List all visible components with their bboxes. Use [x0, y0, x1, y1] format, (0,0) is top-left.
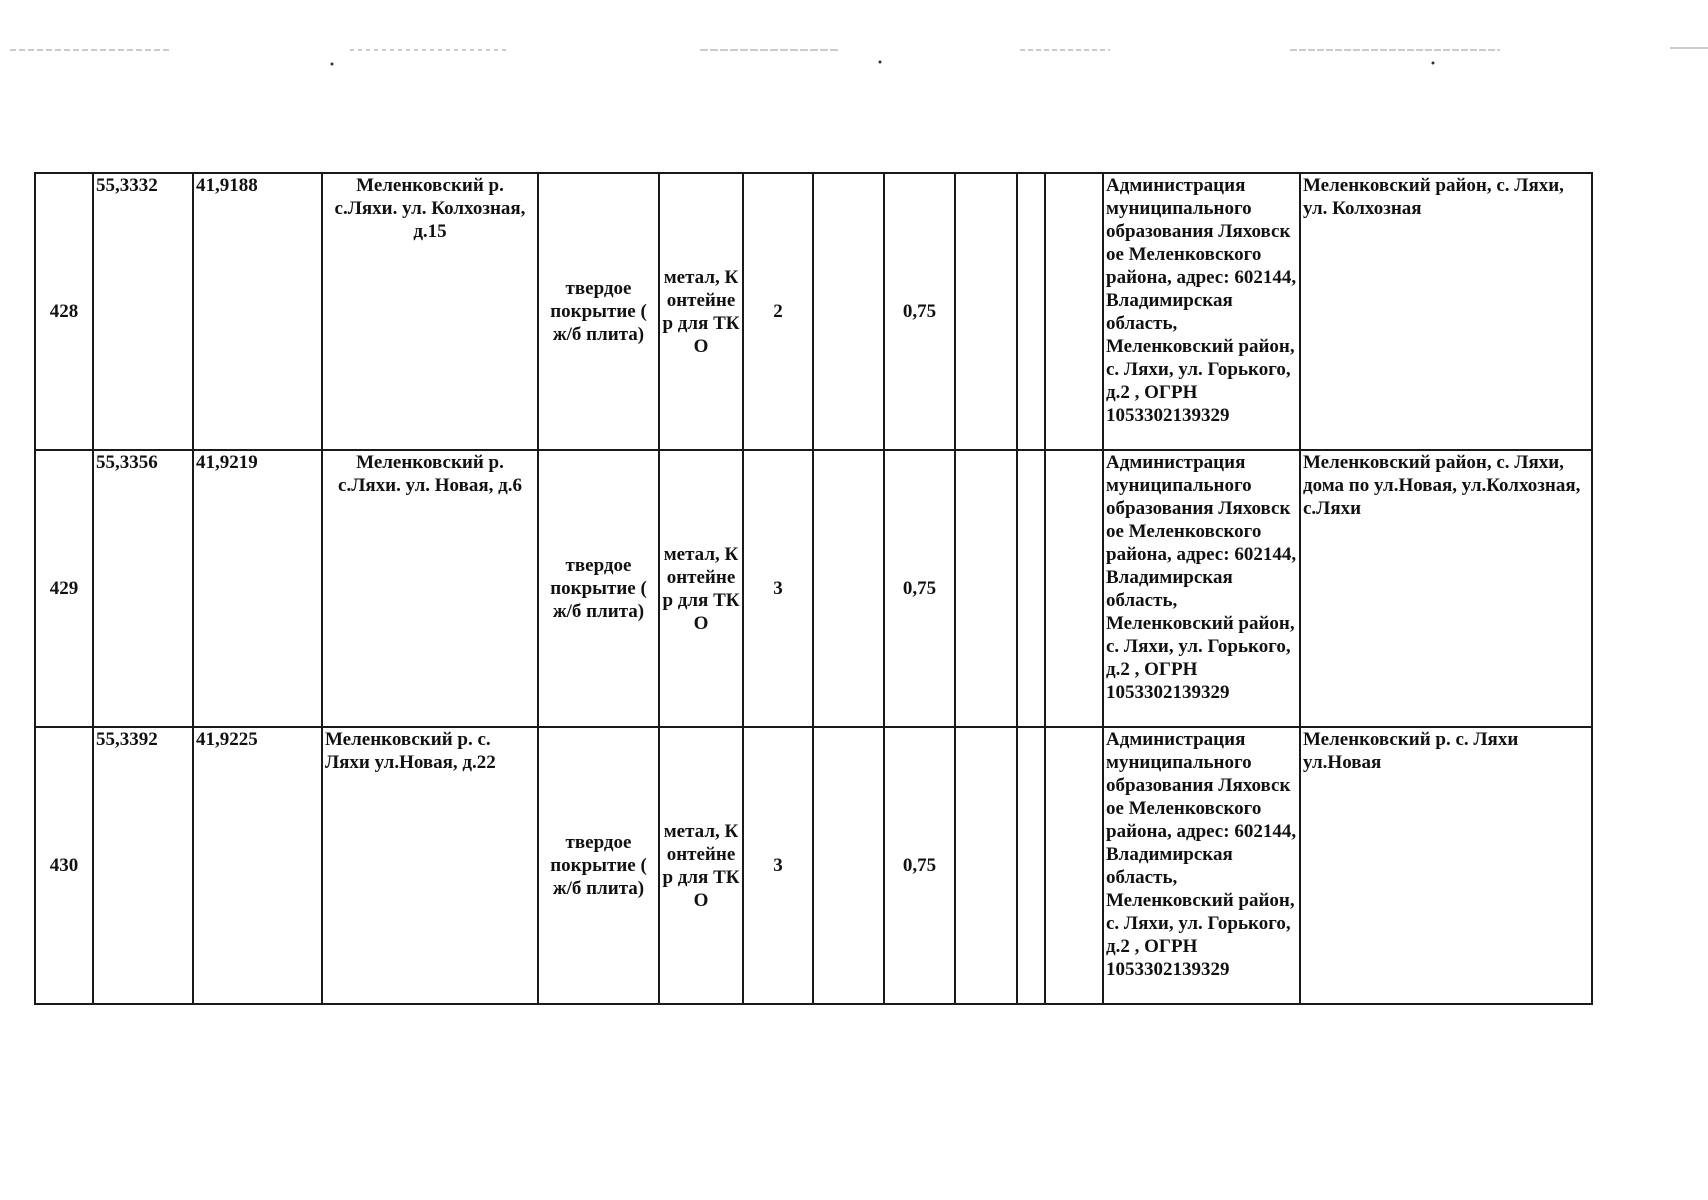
empty-cell: [1017, 450, 1045, 727]
empty-cell: [955, 173, 1017, 450]
empty-cell: [955, 450, 1017, 727]
container-volume: 0,75: [884, 173, 955, 450]
address-cell: Меленковский р. с. Ляхи ул.Новая, д.22: [322, 727, 538, 1004]
row-number: 429: [35, 450, 93, 727]
surface-cell: твердое покрытие ( ж/б плита): [538, 727, 659, 1004]
longitude-cell: 41,9219: [193, 450, 322, 727]
surface-cell: твердое покрытие ( ж/б плита): [538, 450, 659, 727]
empty-cell: [955, 727, 1017, 1004]
material-cell: метал, К онтейне р для ТКО: [659, 727, 743, 1004]
table-row: [35, 727, 1592, 1004]
latitude-cell: 55,3392: [93, 727, 193, 1004]
table-row: [35, 450, 1592, 727]
longitude-cell: 41,9225: [193, 727, 322, 1004]
row-number: 430: [35, 727, 93, 1004]
empty-cell: [813, 450, 884, 727]
owner-cell: Администрация муниципального образования Ляховск ое Меленковского района, адрес: 602144, Владимирская область, Меленковский район, с. Ляхи, ул. Горького, д.2 , ОГРН 1053302139329: [1103, 727, 1300, 1004]
container-volume: 0,75: [884, 450, 955, 727]
container-volume: 0,75: [884, 727, 955, 1004]
latitude-cell: 55,3356: [93, 450, 193, 727]
empty-cell: [813, 727, 884, 1004]
served-area-cell: Меленковский район, с. Ляхи, дома по ул.Новая, ул.Колхозная, с.Ляхи: [1300, 450, 1592, 727]
empty-cell: [1045, 727, 1103, 1004]
latitude-cell: 55,3332: [93, 173, 193, 450]
empty-cell: [1017, 173, 1045, 450]
served-area-cell: Меленковский р. с. Ляхи ул.Новая: [1300, 727, 1592, 1004]
scan-artifacts: [0, 0, 1708, 80]
container-count: 3: [743, 727, 813, 1004]
container-count: 2: [743, 173, 813, 450]
empty-cell: [1017, 727, 1045, 1004]
served-area-cell: Меленковский район, с. Ляхи, ул. Колхозная: [1300, 173, 1592, 450]
address-cell: Меленковский р. с.Ляхи. ул. Колхозная, д.15: [322, 173, 538, 450]
empty-cell: [813, 173, 884, 450]
row-number: 428: [35, 173, 93, 450]
owner-cell: Администрация муниципального образования Ляховск ое Меленковского района, адрес: 602144, Владимирская область, Меленковский район, с. Ляхи, ул. Горького, д.2 , ОГРН 1053302139329: [1103, 450, 1300, 727]
material-cell: метал, К онтейне р для ТКО: [659, 450, 743, 727]
container-sites-table: [34, 172, 1593, 1005]
longitude-cell: 41,9188: [193, 173, 322, 450]
empty-cell: [1045, 173, 1103, 450]
table-row: [35, 173, 1592, 450]
owner-cell: Администрация муниципального образования Ляховск ое Меленковского района, адрес: 602144, Владимирская область, Меленковский район, с. Ляхи, ул. Горького, д.2 , ОГРН 1053302139329: [1103, 173, 1300, 450]
material-cell: метал, К онтейне р для ТКО: [659, 173, 743, 450]
empty-cell: [1045, 450, 1103, 727]
container-count: 3: [743, 450, 813, 727]
surface-cell: твердое покрытие ( ж/б плита): [538, 173, 659, 450]
address-cell: Меленковский р. с.Ляхи. ул. Новая, д.6: [322, 450, 538, 727]
